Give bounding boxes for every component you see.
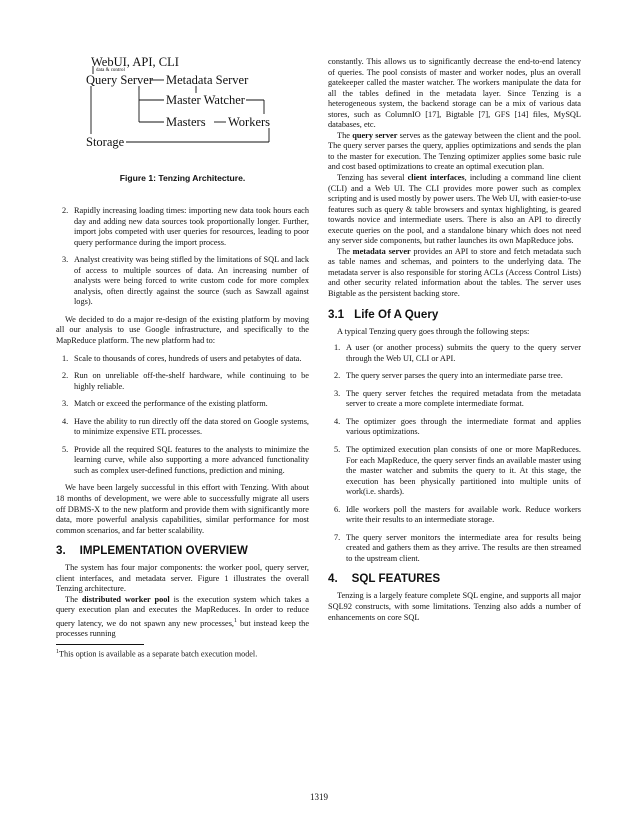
list-number: 3. (334, 388, 341, 398)
list-number: 5. (62, 444, 69, 454)
footnote-rule (56, 644, 144, 645)
footnote-marker: 1 (56, 648, 59, 655)
paragraph-success: We have been largely successful in this effort with Tenzing. With about 18 months of development, we were able to successfully migrate all users off DBMS-X to the new platform and provide them with significantly more data, more powerful analysis capabilities, similar performance for most common scenarios, and far better scalability. (56, 483, 309, 535)
label-query-server: Query Server (86, 73, 153, 87)
list-item (328, 533, 581, 565)
section-title: SQL FEATURES (351, 572, 441, 586)
paragraph-client-interfaces: Tenzing has several client interfaces, including a command line client (CLI) and a Web UI. The CLI provides more power such as complex scripting and is used mostly by power users. The Web UI, with easier-to-use features such as query & table browsers and syntax highlighting, is geared towards novice and intermediate users. There is also an API to directly execute queries on the pool, and a standalone binary which does not need any server side components, but rather launches its own MapReduce jobs. (328, 173, 581, 246)
list-number: 2. (334, 371, 341, 381)
list-text: Match or exceed the performance of the existing platform. (74, 399, 268, 409)
figure-caption: Figure 1: Tenzing Architecture. (119, 173, 246, 183)
problem-list (56, 206, 309, 308)
list-item (56, 399, 309, 410)
term-distributed-worker-pool: distributed worker pool (81, 594, 170, 604)
list-text: The query server monitors the intermediate area for results being created and gathers them as they arrive. The results are then streamed to the upstream client. (346, 532, 581, 563)
section-heading-3 (56, 544, 309, 558)
term-query-server: query server (352, 130, 398, 140)
label-workers: Workers (228, 115, 271, 129)
paragraph-redesign: We decided to do a major re-design of the existing platform by moving all our analysis to use Google infrastructure, and specifically to the MapReduce platform. The new platform had to: (56, 314, 309, 346)
footnote (56, 647, 309, 660)
list-number: 7. (334, 532, 341, 542)
list-item (328, 445, 581, 498)
label-webui: WebUI, API, CLI (91, 55, 179, 69)
label-storage: Storage (86, 135, 125, 149)
list-number: 4. (62, 416, 69, 426)
list-text: Idle workers poll the masters for available work. Reduce workers write their results to an intermediate storage. (346, 504, 581, 525)
list-item (328, 371, 581, 382)
term-client-interfaces: client interfaces (407, 173, 465, 183)
list-item (328, 343, 581, 364)
list-text: Rapidly increasing loading times: importing new data took hours each day and adding new data sources took proportionally longer. Further, import jobs competed with user queries for resources, leading to poor query performance during the import process. (74, 206, 309, 247)
list-text: The query server fetches the required metadata from the metadata server to create a more complete intermediate format. (346, 388, 581, 409)
term-metadata-server: metadata server (352, 246, 411, 256)
architecture-figure (56, 56, 309, 206)
list-number: 3. (62, 399, 69, 409)
paragraph-sql-features: Tenzing is a largely feature complete SQL engine, and supports all major SQL92 constructs, with some limitations. Tenzing also adds a number of enhancements on core SQL (328, 591, 581, 622)
footnote-text: This option is available as a separate batch execution model. (59, 649, 258, 659)
paragraph-worker-pool: The distributed worker pool is the execution system which takes a query execution plan and executes the MapReduces. In order to reduce query latency, we do not spawn any new processes,$^1$ but instead keep the processes running (56, 594, 310, 639)
paragraph-query-steps-intro: A typical Tenzing query goes through the following steps: (337, 326, 530, 336)
list-text: The optimizer goes through the intermediate format and applies various optimizations. (346, 416, 581, 437)
list-text: Analyst creativity was being stifled by the limitations of SQL and lack of access to multiple sources of data. An increasing number of analysts were being forced to write custom code for more complex analysis, often directly against the source (such as Sawzall against logs). (74, 255, 309, 307)
list-number: 1. (334, 343, 341, 353)
section-number: 3. (56, 544, 66, 558)
section-number: 3.1 (328, 307, 345, 321)
list-item (328, 389, 581, 410)
list-text: Run on unreliable off-the-shelf hardware, while continuing to be highly reliable. (74, 371, 309, 391)
list-text: Scale to thousands of cores, hundreds of users and petabytes of data. (74, 353, 302, 363)
list-item (328, 417, 581, 438)
label-masters: Masters (166, 115, 206, 129)
list-text: Have the ability to run directly off the data stored on Google systems, to minimize expensive ETL processes. (74, 416, 309, 437)
list-text: Provide all the required SQL features to the analysts to minimize the learning curve, while also supporting a more advanced functionality such as complex user-defined functions, prediction and mining. (74, 444, 309, 475)
paragraph-query-server: The query server serves as the gateway between the client and the pool. The query server parses the query, applies optimizations and sends the plan to the master for execution. The Tenzing optimizer applies some basic rule and cost based optimizations to create an optimal execution plan. (328, 130, 581, 172)
list-item (56, 354, 309, 365)
page-number: 1319 (310, 792, 328, 802)
list-number: 6. (334, 504, 341, 514)
footnote-ref: 1 (234, 617, 238, 624)
paragraph-pool-continued: constantly. This allows us to significantly decrease the end-to-end latency of queries. The pool consists of master and worker nodes, plus an overall gatekeeper called the master watcher. The workers manipulate the data for all the tables defined in the metadata layer. Since Tenzing is a heterogeneous system, the backend storage can be a mix of various data stores, such as ColumnIO [17], Bigtable [7], GFS [14] files, MySQL databases, etc. (328, 57, 581, 130)
label-metadata-server: Metadata Server (166, 73, 249, 87)
section-title: Life Of A Query (354, 307, 439, 321)
list-number: 2. (62, 206, 69, 215)
left-column (56, 56, 309, 660)
list-text: A user (or another process) submits the query to the query server through the Web UI, CLI or API. (346, 343, 581, 363)
list-text: The optimized execution plan consists of one or more MapReduces. For each MapReduce, the query server finds an available master using the master watcher and submits the query to it. At this stage, the execution has been physically partitioned into multiple units of work(i.e. shards). (346, 444, 581, 497)
list-number: 4. (334, 416, 341, 426)
list-item (56, 417, 309, 438)
list-item (56, 255, 309, 308)
section-heading-3-1 (328, 308, 581, 322)
list-number: 1. (62, 353, 69, 363)
paragraph-components: The system has four major components: the worker pool, query server, client interfaces, and metadata server. Figure 1 illustrates the overall Tenzing architecture. (56, 563, 309, 594)
label-master-watcher: Master Watcher (166, 93, 245, 107)
list-item (56, 206, 309, 248)
section-number: 4. (328, 572, 338, 586)
query-steps-list (328, 343, 581, 564)
requirements-list (56, 354, 309, 477)
list-number: 2. (62, 371, 69, 381)
right-column (328, 57, 581, 623)
list-number: 5. (334, 444, 341, 454)
list-item (328, 505, 581, 526)
paragraph-metadata-server: The metadata server provides an API to store and fetch metadata such as table names and schemas, and pointers to the underlying data. The metadata server is also responsible for storing ACLs (Access Control Lists) and other security related information about the tables. The server uses Bigtable as the persistent backing store. (328, 246, 581, 299)
label-data-control: data & control (96, 68, 125, 73)
section-title: IMPLEMENTATION OVERVIEW (79, 544, 248, 558)
list-item (56, 371, 309, 392)
section-heading-4 (328, 572, 581, 586)
list-text: The query server parses the query into an intermediate parse tree. (346, 371, 563, 381)
list-item (56, 445, 309, 477)
list-number: 3. (62, 255, 69, 265)
